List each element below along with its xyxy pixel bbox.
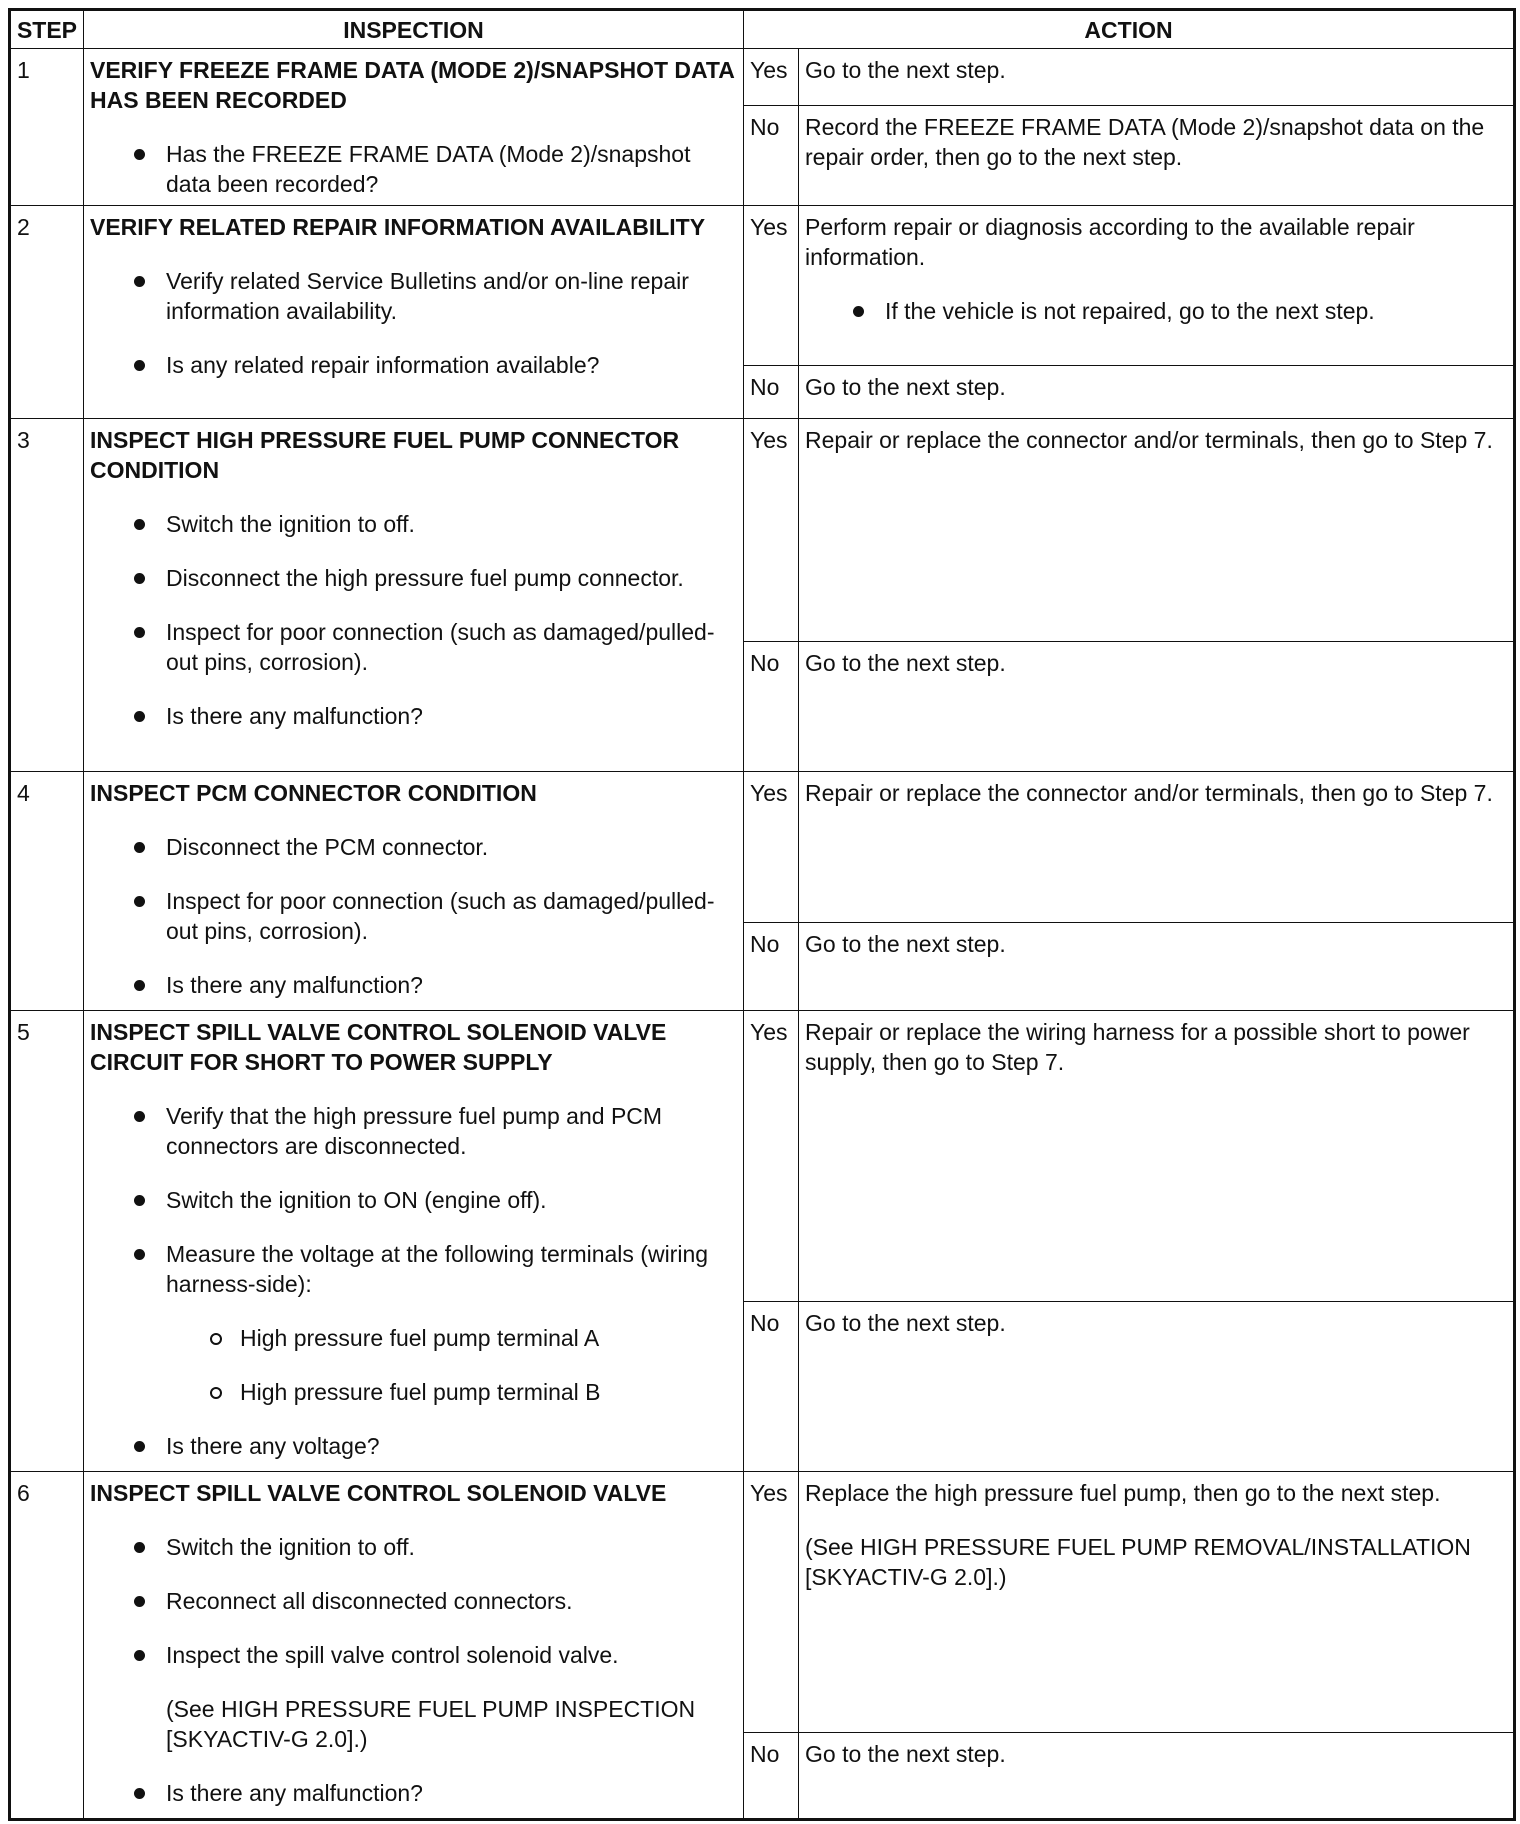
step-2-inspection [84, 206, 744, 419]
yes-action: Repair or replace the wiring harness for a possible short to power supply, then go to Step 7. [799, 1011, 1515, 1302]
inspection-item: Disconnect the high pressure fuel pump connector. [90, 563, 737, 593]
inspection-item: Is there any malfunction? [90, 1778, 737, 1808]
step-2-yes-row [10, 206, 1515, 366]
inspection-item: Switch the ignition to off. [90, 509, 737, 539]
terminal-subitem: High pressure fuel pump terminal B [90, 1377, 737, 1407]
inspection-list [90, 509, 737, 731]
step-1-yes-row [10, 49, 1515, 106]
yes-label: Yes [744, 1011, 799, 1302]
yes-action: Repair or replace the connector and/or terminals, then go to Step 7. [799, 772, 1515, 923]
inspection-list [90, 832, 737, 1000]
no-label: No [744, 1733, 799, 1820]
yes-label: Yes [744, 1472, 799, 1733]
inspection-item: Disconnect the PCM connector. [90, 832, 737, 862]
header-action: ACTION [744, 10, 1515, 49]
table-header-row [10, 10, 1515, 49]
step-5-yes-row [10, 1011, 1515, 1302]
inspection-item: Verify related Service Bulletins and/or on-line repair information availability. [90, 266, 737, 326]
yes-action: Replace the high pressure fuel pump, then go to the next step. [805, 1480, 1441, 1506]
no-label: No [744, 923, 799, 1011]
no-label: No [744, 106, 799, 206]
step-title: VERIFY FREEZE FRAME DATA (MODE 2)/SNAPSHOT DATA HAS BEEN RECORDED [90, 57, 735, 113]
yes-action: Go to the next step. [799, 49, 1515, 106]
no-label: No [744, 366, 799, 419]
no-label: No [744, 1302, 799, 1472]
yes-label: Yes [744, 206, 799, 366]
inspection-list [90, 139, 737, 199]
step-title: VERIFY RELATED REPAIR INFORMATION AVAILABILITY [90, 214, 706, 240]
step-number: 1 [10, 49, 84, 206]
step-number: 2 [10, 206, 84, 419]
step-6-inspection [84, 1472, 744, 1820]
inspection-reference: (See HIGH PRESSURE FUEL PUMP INSPECTION [SKYACTIV-G 2.0].) [166, 1696, 696, 1752]
inspection-item: Inspect for poor connection (such as damaged/pulled-out pins, corrosion). [90, 886, 737, 946]
inspection-list [90, 266, 737, 380]
inspection-list [90, 1532, 737, 1808]
inspection-item: Reconnect all disconnected connectors. [90, 1586, 737, 1616]
step-number: 4 [10, 772, 84, 1011]
diagnostic-procedure-table [8, 8, 1516, 1821]
no-action: Go to the next step. [799, 642, 1515, 772]
inspection-item: Has the FREEZE FRAME DATA (Mode 2)/snapshot data been recorded? [90, 139, 737, 199]
step-4-inspection [84, 772, 744, 1011]
header-step: STEP [10, 10, 84, 49]
action-item: If the vehicle is not repaired, go to the next step. [805, 296, 1507, 326]
step-1-inspection [84, 49, 744, 206]
step-6-yes-row [10, 1472, 1515, 1733]
no-action: Go to the next step. [799, 1302, 1515, 1472]
inspection-item: Inspect the spill valve control solenoid valve. [90, 1640, 737, 1670]
yes-action: Perform repair or diagnosis according to the available repair information. [805, 214, 1415, 270]
inspection-list [90, 1101, 737, 1461]
yes-action-cell [799, 1472, 1515, 1733]
inspection-item: Inspect for poor connection (such as damaged/pulled-out pins, corrosion). [90, 617, 737, 677]
yes-action-reference: (See HIGH PRESSURE FUEL PUMP REMOVAL/INSTALLATION [SKYACTIV-G 2.0].) [805, 1534, 1471, 1590]
step-4-yes-row [10, 772, 1515, 923]
no-action: Record the FREEZE FRAME DATA (Mode 2)/snapshot data on the repair order, then go to the next step. [799, 106, 1515, 206]
step-title: INSPECT SPILL VALVE CONTROL SOLENOID VALVE CIRCUIT FOR SHORT TO POWER SUPPLY [90, 1019, 667, 1075]
step-title: INSPECT PCM CONNECTOR CONDITION [90, 780, 537, 806]
step-3-inspection [84, 419, 744, 772]
inspection-item: Is any related repair information available? [90, 350, 737, 380]
action-list [805, 296, 1507, 326]
inspection-item: Switch the ignition to off. [90, 1532, 737, 1562]
step-title: INSPECT SPILL VALVE CONTROL SOLENOID VALVE [90, 1480, 667, 1506]
header-inspection: INSPECTION [84, 10, 744, 49]
yes-action-cell [799, 206, 1515, 366]
inspection-item: Is there any malfunction? [90, 701, 737, 731]
step-title: INSPECT HIGH PRESSURE FUEL PUMP CONNECTOR CONDITION [90, 427, 680, 483]
yes-label: Yes [744, 772, 799, 923]
no-action: Go to the next step. [799, 923, 1515, 1011]
inspection-item: Switch the ignition to ON (engine off). [90, 1185, 737, 1215]
no-label: No [744, 642, 799, 772]
step-5-inspection [84, 1011, 744, 1472]
step-3-yes-row [10, 419, 1515, 642]
yes-label: Yes [744, 419, 799, 642]
inspection-item: Is there any voltage? [90, 1431, 737, 1461]
no-action: Go to the next step. [799, 366, 1515, 419]
step-number: 5 [10, 1011, 84, 1472]
inspection-item: Verify that the high pressure fuel pump and PCM connectors are disconnected. [90, 1101, 737, 1161]
step-number: 6 [10, 1472, 84, 1820]
yes-label: Yes [744, 49, 799, 106]
terminal-subitem: High pressure fuel pump terminal A [90, 1323, 737, 1353]
step-number: 3 [10, 419, 84, 772]
inspection-item: Is there any malfunction? [90, 970, 737, 1000]
yes-action: Repair or replace the connector and/or terminals, then go to Step 7. [799, 419, 1515, 642]
inspection-item: Measure the voltage at the following terminals (wiring harness-side): [90, 1239, 737, 1299]
no-action: Go to the next step. [799, 1733, 1515, 1820]
